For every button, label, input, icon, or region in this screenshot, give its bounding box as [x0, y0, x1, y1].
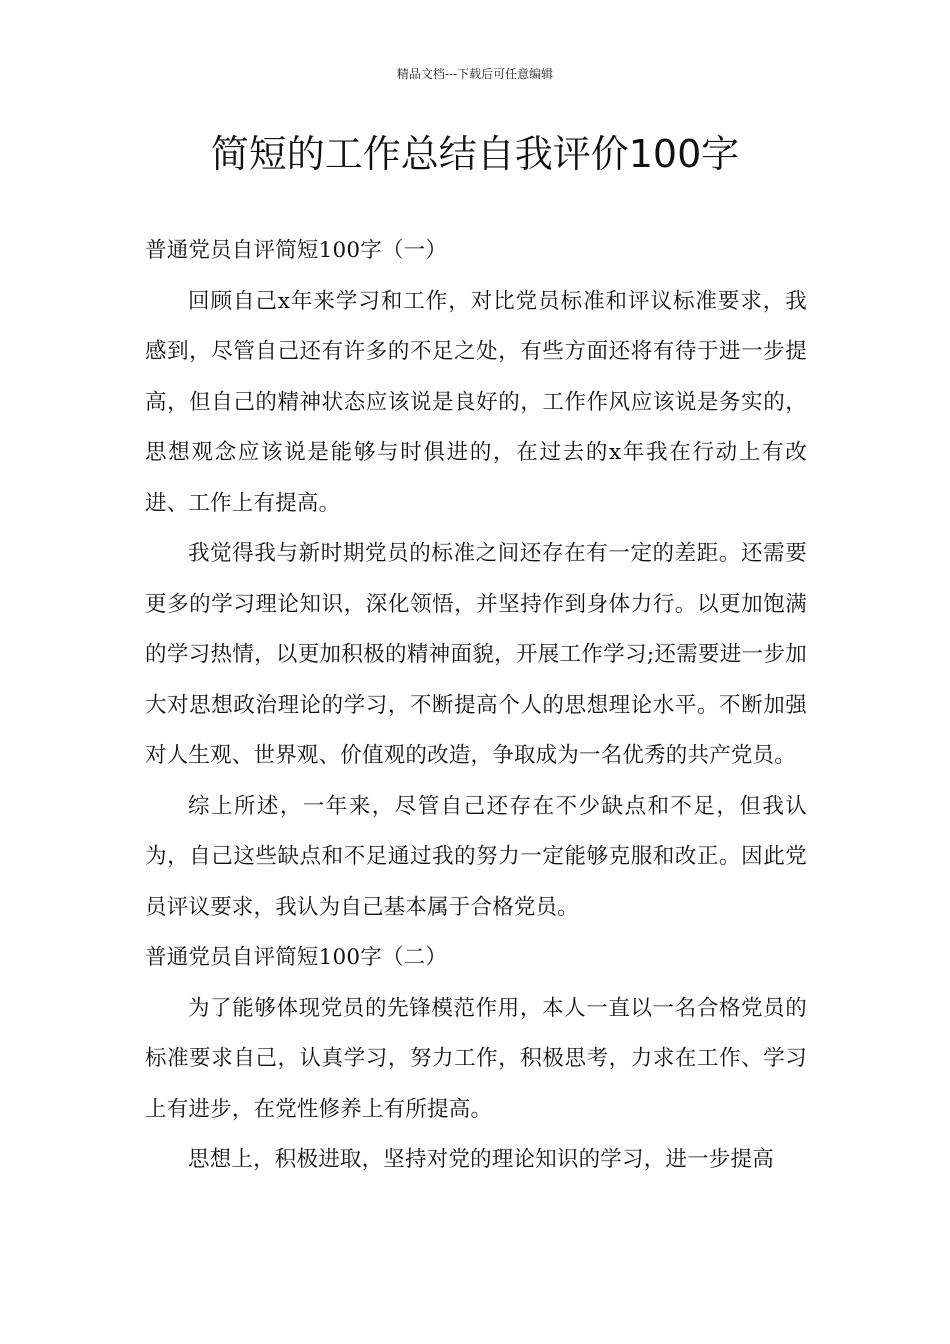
document-title: 简短的工作总结自我评价100字: [210, 132, 740, 176]
paragraph: 回顾自己x年来学习和工作，对比党员标准和评议标准要求，我感到，尽管自己还有许多的不足之处，有些方面还将有待于进一步提高，但自己的精神状态应该说是良好的，工作作风应该说是务实的，思想观念应该说是能够与时俱进的，在过去的x年我在行动上有改进、工作上有提高。: [145, 288, 807, 516]
section-heading-1: 普通党员自评简短100字（一）: [145, 238, 448, 263]
paragraph: 综上所述，一年来，尽管自己还存在不少缺点和不足，但我认为，自己这些缺点和不足通过我的努力一定能够克服和改正。因此党员评议要求，我认为自己基本属于合格党员。: [145, 793, 807, 920]
header-note: 精品文档---下载后可任意编辑: [396, 67, 554, 81]
paragraph: 我觉得我与新时期党员的标准之间还存在有一定的差距。还需要更多的学习理论知识，深化领悟，并坚持作到身体力行。以更加饱满的学习热情，以更加积极的精神面貌，开展工作学习;还需要进一步加大对思想政治理论的学习，不断提高个人的思想理论水平。不断加强对人生观、世界观、价值观的改造，争取成为一名优秀的共产党员。: [145, 541, 807, 768]
section-heading-2: 普通党员自评简短100字（二）: [145, 945, 448, 970]
document-body: [145, 226, 807, 1186]
paragraph: 为了能够体现党员的先锋模范作用，本人一直以一名合格党员的标准要求自己，认真学习，努力工作，积极思考，力求在工作、学习上有进步，在党性修养上有所提高。: [145, 995, 807, 1122]
paragraph: 思想上，积极进取，坚持对党的理论知识的学习，进一步提高: [188, 1147, 774, 1172]
